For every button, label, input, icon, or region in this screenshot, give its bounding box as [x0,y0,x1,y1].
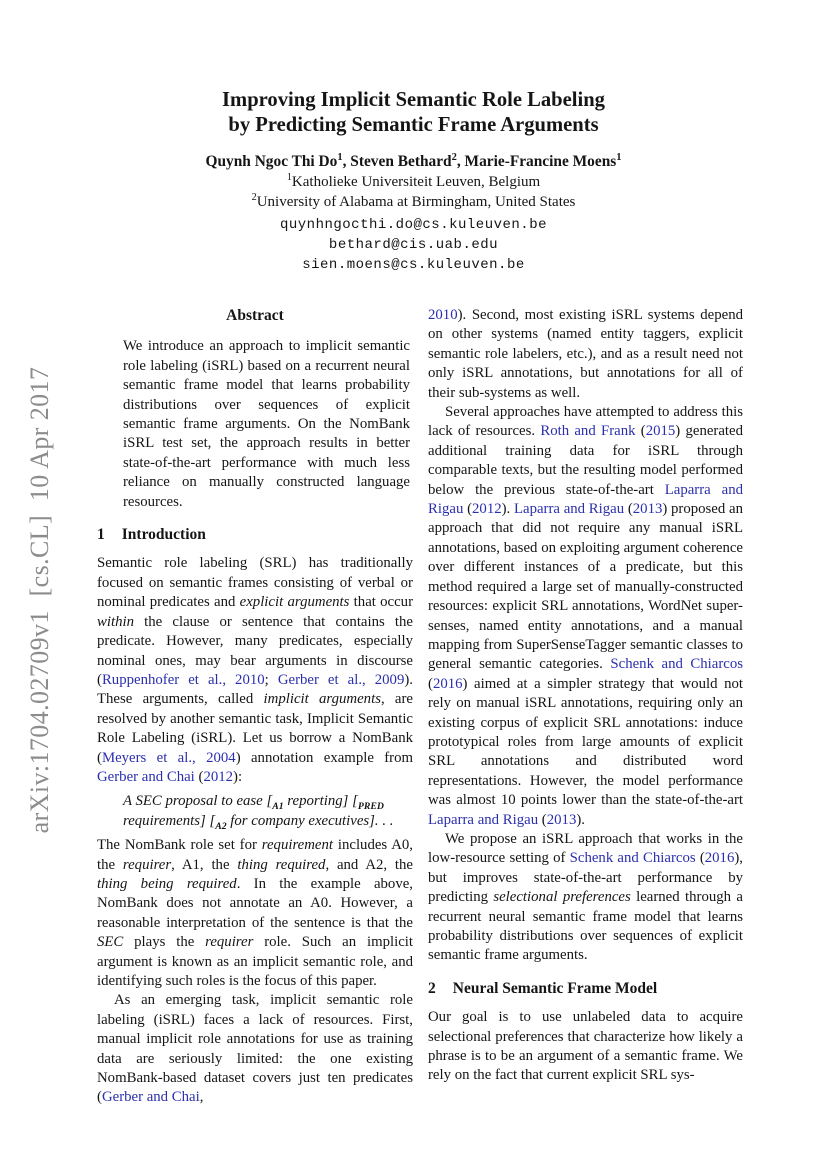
text-run: 2 [451,151,457,163]
text-run: ( [695,850,705,867]
text-run: learned through a recurrent neural semantic frame model that learns probability distributions over sequences of explicit semantic frame arguments. [428,889,743,964]
affiliation-1 [0,172,827,192]
text-run: requirements] [ [123,812,216,829]
text-run: ): [233,768,243,785]
intro-paragraph-5 [428,403,743,830]
citation-link[interactable]: 2012 [203,768,234,785]
text-run: plays the [123,934,206,951]
text-run: 2 [251,192,257,203]
right-column [428,306,743,1086]
example-sentence [123,792,409,831]
citation-link[interactable]: 2016 [432,675,463,692]
text-run: , A1, the [171,856,238,873]
left-column [97,306,413,1108]
intro-paragraph-1 [97,554,413,787]
text-run: Katholieke Universiteit Leuven, Belgium [291,174,541,190]
citation-link[interactable]: Ruppenhofer et al., 2010 [101,671,265,688]
text-run: . In the example above, NomBank does not annotate an A0. However, a reasonable interpretation of the sentence is that the [97,875,413,931]
paper-header [0,88,827,275]
intro-paragraph-2 [97,836,413,991]
text-run: , and A2, the [325,856,413,873]
citation-link[interactable]: 2016 [704,850,735,867]
section-title: Neural Semantic Frame Model [452,979,658,997]
citation-link[interactable]: Laparra and Rigau [513,501,625,518]
text-run: implicit arguments [263,691,381,708]
text-run: reporting] [ [283,793,358,810]
text-run: Semantic role labeling (SRL) has traditionally focused on semantic frames consisting of verbal or nominal predicates and [97,555,413,611]
section-heading-introduction [97,525,413,544]
text-run: that occur [349,594,413,611]
text-run: Quynh Ngoc Thi Do [205,153,338,170]
text-run: requirement [261,837,334,854]
text-run: PRED [357,801,384,813]
affiliation-2 [0,192,827,212]
text-run: 1 [286,172,292,183]
text-run: ( [538,811,547,828]
text-run: selectional preferences [493,889,631,906]
email-block [0,215,827,275]
section-number: 2 [428,979,436,997]
section-heading-neural-model [428,979,743,998]
text-run: thing required [237,856,326,873]
citation-link[interactable]: Laparra and Rigau [428,481,743,518]
text-run: for company executives]. . . [226,812,394,829]
citation-link[interactable]: Gerber and Chai [97,768,195,785]
text-run: A2 [215,820,227,832]
text-run: ( [428,675,433,692]
text-run: requirer [205,934,254,951]
text-run: As an emerging task, implicit semantic role labeling (iSRL) faces a lack of resources. First, manual implicit role annotations for use as training data are seriously limited: the one existing NomBank-based dataset covers just ten predicates ( [97,992,413,1106]
text-run: the clause or sentence that contains the predicate. However, many predicates, especially nominal ones, may bear arguments in discourse ( [97,613,413,688]
citation-link[interactable]: 2013 [546,811,577,828]
email-address: quynhngocthi.do@cs.kuleuven.be [279,217,548,233]
paper-title-line-2: by Predicting Semantic Frame Arguments [228,113,599,136]
citation-link[interactable]: Roth and Frank [540,423,636,440]
citation-link[interactable]: 2013 [632,501,663,518]
text-run: thing being required [97,875,237,892]
text-run: 1 [616,151,622,163]
text-run: University of Alabama at Birmingham, United States [256,194,576,210]
abstract-text: We introduce an approach to implicit semantic role labeling (iSRL) based on a recurrent neural semantic frame model that learns probability distributions over sequences of explicit semantic frame arguments. On the NomBank iSRL test set, the approach results in better state-of-the-art performance with much less reliance on manually constructed language resources. [123,338,410,510]
citation-link[interactable]: 2010 [428,307,458,323]
text-run: ). Second, most existing iSRL systems depend on other systems (named entity taggers, explicit semantic role labelers, etc.), and as a result need not only iSRL annotations, but annotations for all of their sub-systems as well. [428,307,743,401]
text-run: within [97,613,134,630]
text-run: ( [635,423,646,440]
text-run: ( [624,501,633,518]
citation-link[interactable]: Gerber and Chai [101,1089,200,1106]
citation-link[interactable]: Schenk and Chiarcos [569,850,696,867]
citation-link[interactable]: 2015 [645,423,676,440]
text-run: ( [463,501,473,518]
section-title: Introduction [121,526,206,544]
citation-link[interactable]: Schenk and Chiarcos [610,656,743,673]
text-run: The NomBank role set for [97,837,262,854]
email-address: bethard@cis.uab.edu [328,237,499,253]
intro-paragraph-6 [428,830,743,966]
text-run: We propose an iSRL approach that works in the low-resource setting of [428,830,743,867]
text-run: , are resolved by another semantic task, Implicit Semantic Role Labeling (iSRL). Let us borrow a NomBank ( [97,691,413,766]
text-run: Our goal is to use unlabeled data to acquire selectional preferences that characterize how likely a phrase is to be an argument of a semantic frame. We rely on the fact that current explicit SRL sys- [428,1009,743,1084]
text-run: includes A0, the [97,837,413,873]
citation-link[interactable]: Laparra and Rigau [428,811,539,828]
arxiv-watermark: arXiv:1704.02709v1 [cs.CL] 10 Apr 2017 [25,366,54,834]
text-run: , Marie-Francine Moens [456,153,617,170]
text-run: , [199,1089,204,1106]
text-run: ) generated additional training data for iSRL through comparable texts, but the resulting model performed below the previous state-of-the-art [428,423,743,498]
intro-paragraph-3 [97,991,413,1107]
text-run: ), but improves state-of-the-art performance by predicting [428,850,743,906]
email-address: sien.moens@cs.kuleuven.be [302,257,525,273]
abstract-heading: Abstract [226,307,284,324]
paper-title-line-1: Improving Implicit Semantic Role Labeling [222,89,605,111]
text-run: ) aimed at a simpler strategy that would not rely on manual iSRL annotations, requiring only an existing corpus of explicit SRL annotations: induce prototypical roles from large amounts of explicit SRL annotations and distributed word representations. However, the model performance was almost 10 points lower than the state-of-the-art [428,675,743,809]
citation-link[interactable]: 2012 [472,501,502,518]
text-run: ( [194,768,204,785]
text-run: , Steven Bethard [342,153,452,170]
section-number: 1 [97,526,105,544]
text-run: ) proposed an approach that did not require any manual iSRL annotations, based on exploiting argument coherence over different instances of a predicate, but this method required a large set of manually-constructed resources: explicit SRL annotations, WordNet super-senses, named entity annotations, and a manual mapping from SuperSenseTagger semantic classes to general semantic categories. [428,501,743,673]
text-run: ; [264,671,278,688]
text-run: explicit arguments [239,594,350,611]
text-run: role. Such an implicit argument is known as an implicit semantic role, and identifying such roles is the focus of this paper. [97,934,413,989]
text-run: requirer [122,856,172,873]
text-run: ) annotation example from [235,749,414,766]
text-run: ). [576,811,585,828]
text-run: ). These arguments, called [97,671,413,708]
text-run: SEC [97,934,124,951]
model-paragraph-1 [428,1008,743,1086]
text-run: A1 [272,801,284,813]
text-run: 1 [337,151,343,163]
author-line [0,152,827,172]
citation-link[interactable]: Meyers et al., 2004 [101,749,236,766]
text-run: A SEC proposal to ease [ [123,793,273,810]
text-run: ). [501,501,514,518]
intro-paragraph-4 [428,306,743,403]
text-run: Several approaches have attempted to address this lack of resources. [428,404,743,440]
citation-link[interactable]: Gerber et al., 2009 [277,671,405,688]
